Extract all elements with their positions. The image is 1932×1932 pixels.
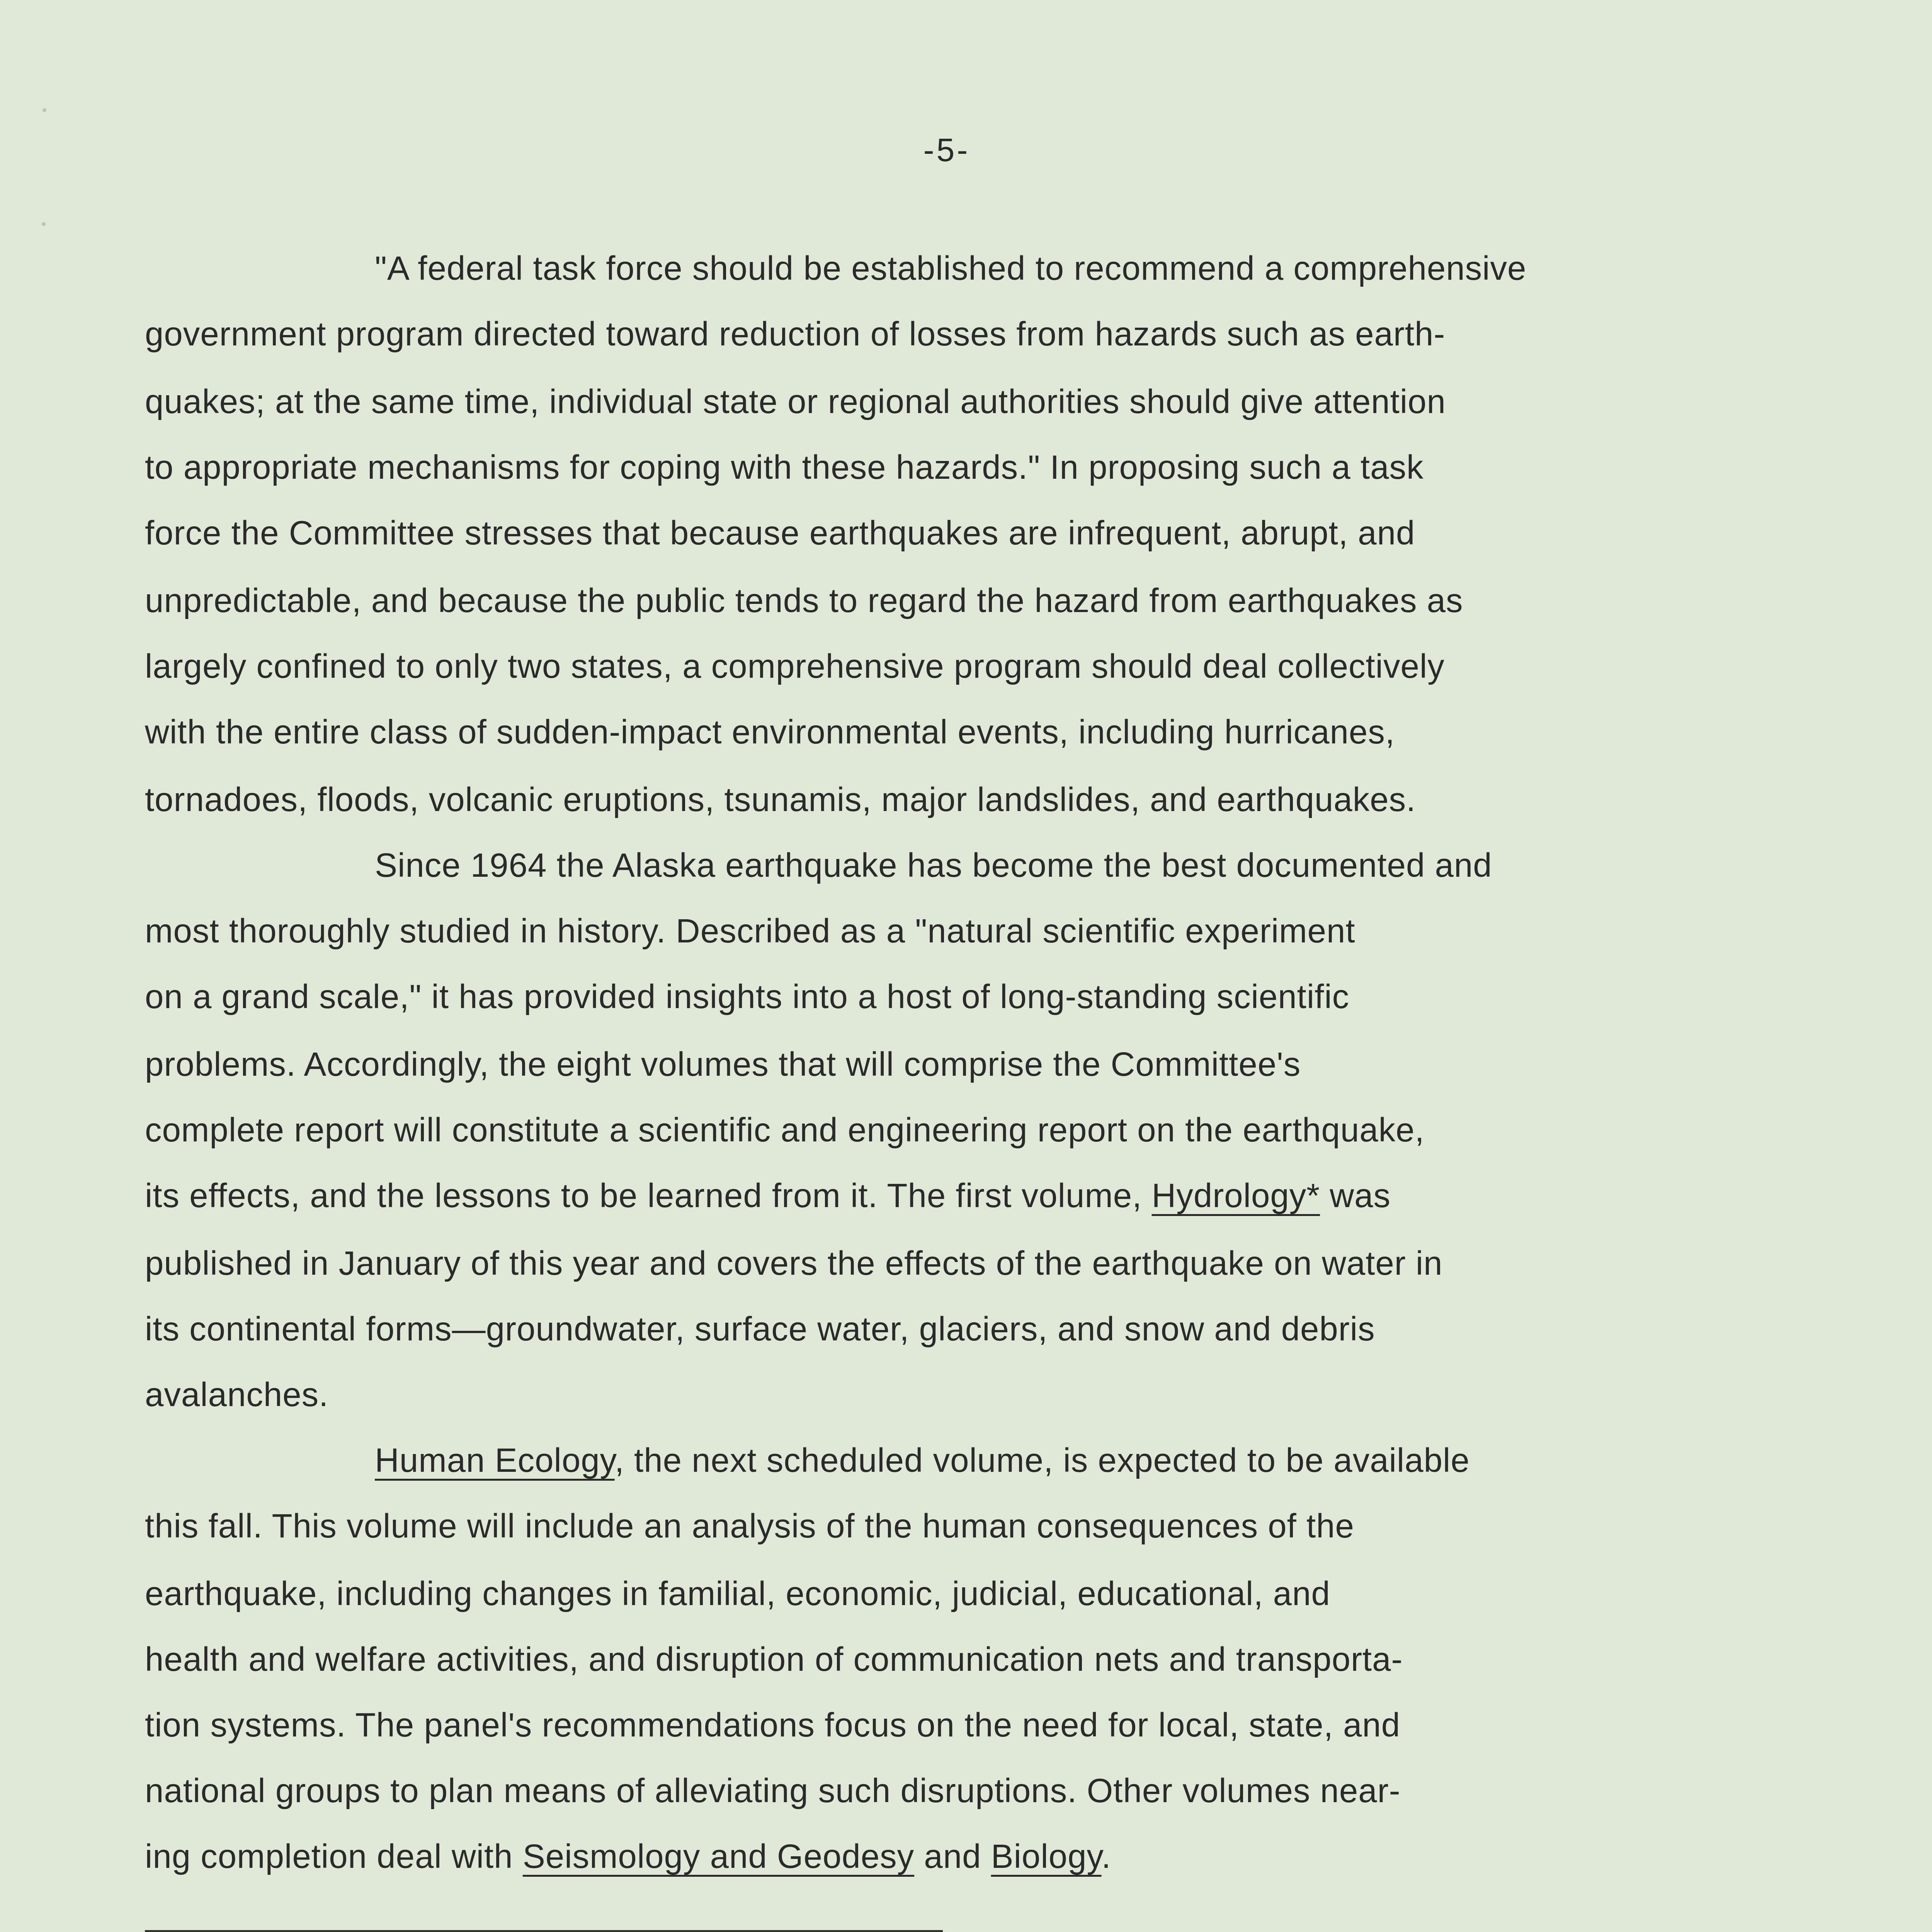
body-line xyxy=(145,1835,1111,1878)
body-line: health and welfare activities, and disruption of communication nets and transporta- xyxy=(145,1641,1403,1678)
body-line: complete report will constitute a scientific and engineering report on the earthquake, xyxy=(145,1111,1425,1149)
body-line: "A federal task force should be established to recommend a comprehensive xyxy=(375,250,1527,287)
body-line: tornadoes, floods, volcanic eruptions, tsunamis, major landslides, and earthquakes. xyxy=(145,781,1416,818)
body-line xyxy=(375,1439,1470,1482)
body-line: quakes; at the same time, individual state or regional authorities should give attention xyxy=(145,383,1446,420)
footnote-rule xyxy=(145,1930,943,1932)
body-line: tion systems. The panel's recommendations focus on the need for local, state, and xyxy=(145,1706,1401,1744)
body-line: national groups to plan means of alleviating such disruptions. Other volumes near- xyxy=(145,1772,1401,1810)
body-line: with the entire class of sudden-impact environmental events, including hurricanes, xyxy=(145,713,1395,751)
body-line: Since 1964 the Alaska earthquake has become the best documented and xyxy=(375,847,1492,884)
biology-title: Biology xyxy=(991,1838,1102,1875)
body-line: unpredictable, and because the public tends to regard the hazard from earthquakes as xyxy=(145,582,1463,619)
body-line-text: was xyxy=(1320,1177,1391,1214)
page-number: -5- xyxy=(923,132,970,168)
body-line xyxy=(145,1175,1391,1217)
body-line-text: its effects, and the lessons to be learned from it. The first volume, xyxy=(145,1177,1152,1214)
body-line: government program directed toward reduction of losses from hazards such as earth- xyxy=(145,315,1446,353)
seismology-geodesy-title: Seismology and Geodesy xyxy=(522,1838,915,1875)
body-line: its continental forms—groundwater, surface water, glaciers, and snow and debris xyxy=(145,1310,1375,1348)
body-line: published in January of this year and covers the effects of the earthquake on water in xyxy=(145,1245,1443,1282)
body-line: this fall. This volume will include an analysis of the human consequences of the xyxy=(145,1507,1354,1545)
body-line: largely confined to only two states, a comprehensive program should deal collectively xyxy=(145,648,1445,685)
body-line-text: and xyxy=(914,1838,991,1875)
body-line-text: , the next scheduled volume, is expected to be available xyxy=(614,1442,1470,1479)
body-line: earthquake, including changes in familial, economic, judicial, educational, and xyxy=(145,1575,1330,1612)
hydrology-title: Hydrology* xyxy=(1151,1177,1320,1214)
body-line: on a grand scale," it has provided insights into a host of long-standing scientific xyxy=(145,978,1350,1015)
body-line-text: . xyxy=(1101,1838,1111,1875)
margin-speck xyxy=(43,108,46,112)
body-line: to appropriate mechanisms for coping with these hazards." In proposing such a task xyxy=(145,449,1424,486)
margin-speck xyxy=(42,222,46,226)
body-line: most thoroughly studied in history. Described as a "natural scientific experiment xyxy=(145,912,1355,950)
body-line-text: ing completion deal with xyxy=(145,1838,523,1875)
body-line: avalanches. xyxy=(145,1376,329,1413)
human-ecology-title: Human Ecology xyxy=(375,1442,615,1479)
body-line: force the Committee stresses that because earthquakes are infrequent, abrupt, and xyxy=(145,514,1415,552)
body-line: problems. Accordingly, the eight volumes that will comprise the Committee's xyxy=(145,1046,1301,1083)
